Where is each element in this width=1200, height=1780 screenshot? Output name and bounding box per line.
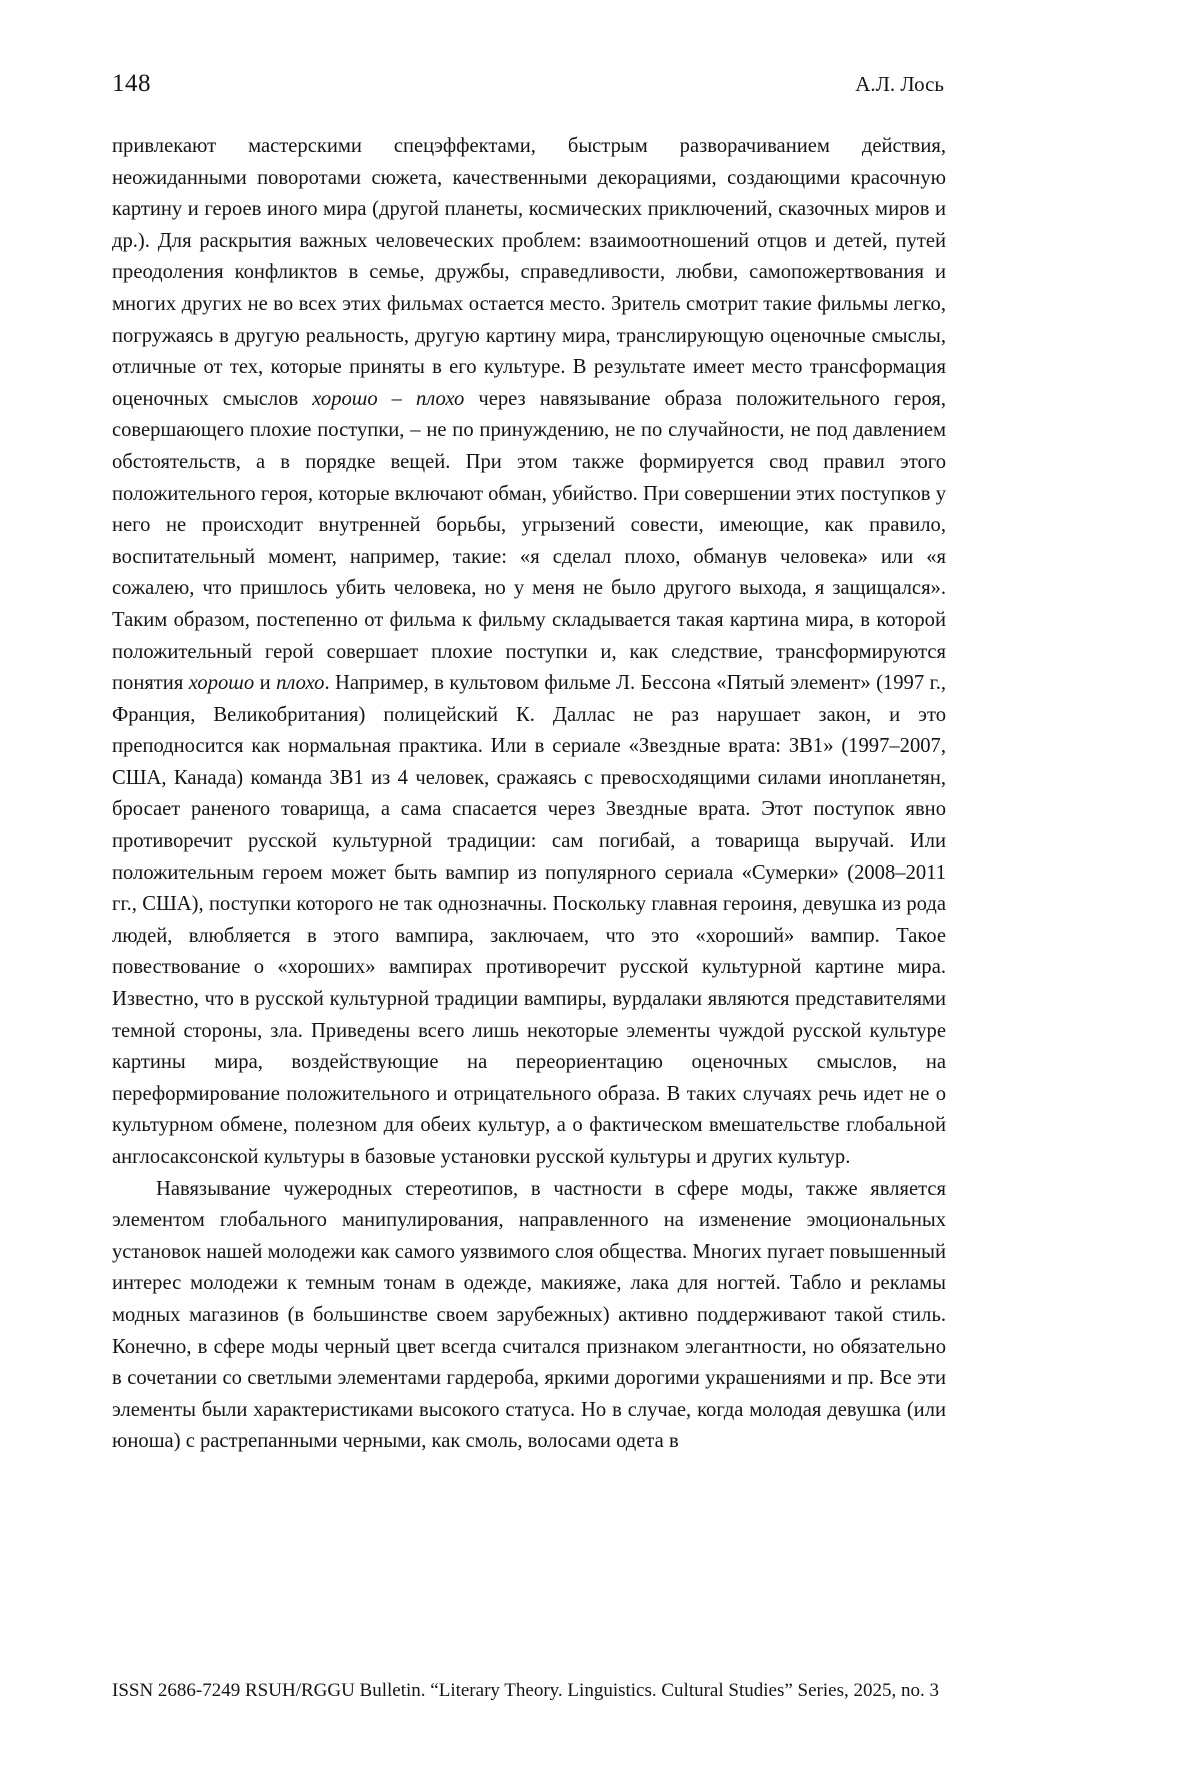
running-author: А.Л. Лось bbox=[855, 72, 944, 96]
italic-phrase-good-bad: хорошо – плохо bbox=[312, 387, 465, 410]
page-number: 148 bbox=[112, 70, 151, 97]
paragraph-1-segment-3: и bbox=[254, 672, 277, 695]
paragraph-continuation bbox=[112, 131, 946, 1174]
page-footer: ISSN 2686-7249 RSUH/RGGU Bulletin. “Literary Theory. Linguistics. Cultural Studies” Series, 2025, no. 3 bbox=[112, 1680, 939, 1701]
article-body bbox=[112, 131, 946, 1458]
paragraph-1-segment-1: привлекают мастерскими спецэффектами, быстрым разворачиванием действия, неожиданными поворотами сюжета, качественными декорациями, создающими красочную картину и героев иного мира (другой планеты, космических приключений, сказочных миров и др.). Для раскрытия важных человеческих проблем: взаимоотношений отцов и детей, путей преодоления конфликтов в семье, дружбы, справедливости, любви, самопожертвования и многих других не во всех этих фильмах остается место. Зритель смотрит такие фильмы легко, погружаясь в другую реальность, другую картину мира, транслирующую оценочные смыслы, отличные от тех, которые приняты в его культуре. В результате имеет место трансформация оценочных смыслов bbox=[112, 135, 946, 410]
paragraph-1-segment-2: через навязывание образа положительного героя, совершающего плохие поступки, – не по принуждению, не по случайности, не под давлением обстоятельств, а в порядке вещей. При этом также формируется свод правил этого положительного героя, которые включают обман, убийство. При совершении этих поступков у него не происходит внутренней борьбы, угрызений совести, имеющие, как правило, воспитательный момент, например, такие: «я сделал плохо, обманув человека» или «я сожалею, что пришлось убить человека, но у меня не было другого выхода, я защищался». Таким образом, постепенно от фильма к фильму складывается такая картина мира, в которой положительный герой совершает плохие поступки и, как следствие, трансформируются понятия bbox=[112, 387, 946, 695]
paragraph-2: Навязывание чужеродных стереотипов, в частности в сфере моды, также является элементом глобального манипулирования, направленного на изменение эмоциональных установок нашей молодежи как самого уязвимого слоя общества. Многих пугает повышенный интерес молодежи к темным тонам в одежде, макияже, лака для ногтей. Табло и рекламы модных магазинов (в большинстве своем зарубежных) активно поддерживают такой стиль. Конечно, в сфере моды черный цвет всегда считался признаком элегантности, но обязательно в сочетании со светлыми элементами гардероба, яркими дорогими украшениями и пр. Все эти элементы были характеристиками высокого статуса. Но в случае, когда молодая девушка (или юноша) с растрепанными черными, как смоль, волосами одета в bbox=[112, 1177, 946, 1453]
paragraph-1-segment-4: . Например, в культовом фильме Л. Бессона «Пятый элемент» (1997 г., Франция, Великобритания) полицейский К. Даллас не раз нарушает закон, и это преподносится как нормальная практика. Или в сериале «Звездные врата: ЗВ1» (1997–2007, США, Канада) команда ЗВ1 из 4 человек, сражаясь с превосходящими силами инопланетян, бросает раненого товарища, а сама спасается через Звездные врата. Этот поступок явно противоречит русской культурной традиции: сам погибай, а товарища выручай. Или положительным героем может быть вампир из популярного сериала «Сумерки» (2008–2011 гг., США), поступки которого не так однозначны. Поскольку главная героиня, девушка из рода людей, влюбляется в этого вампира, заключаем, что это «хороший» вампир. Такое повествование о «хороших» вампирах противоречит русской культурной картине мира. Известно, что в русской культурной традиции вампиры, вурдалаки являются представителями темной стороны, зла. Приведены всего лишь некоторые элементы чуждой русской культуре картины мира, воздействующие на переориентацию оценочных смыслов, на переформирование положительного и отрицательного образа. В таких случаях речь идет не о культурном обмене, полезном для обеих культур, а о фактическом вмешательстве глобальной англосаксонской культуры в базовые установки русской культуры и других культур. bbox=[112, 672, 947, 1168]
italic-word-good: хорошо bbox=[188, 672, 255, 695]
italic-word-bad: плохо bbox=[276, 672, 325, 695]
page-header bbox=[112, 70, 944, 98]
